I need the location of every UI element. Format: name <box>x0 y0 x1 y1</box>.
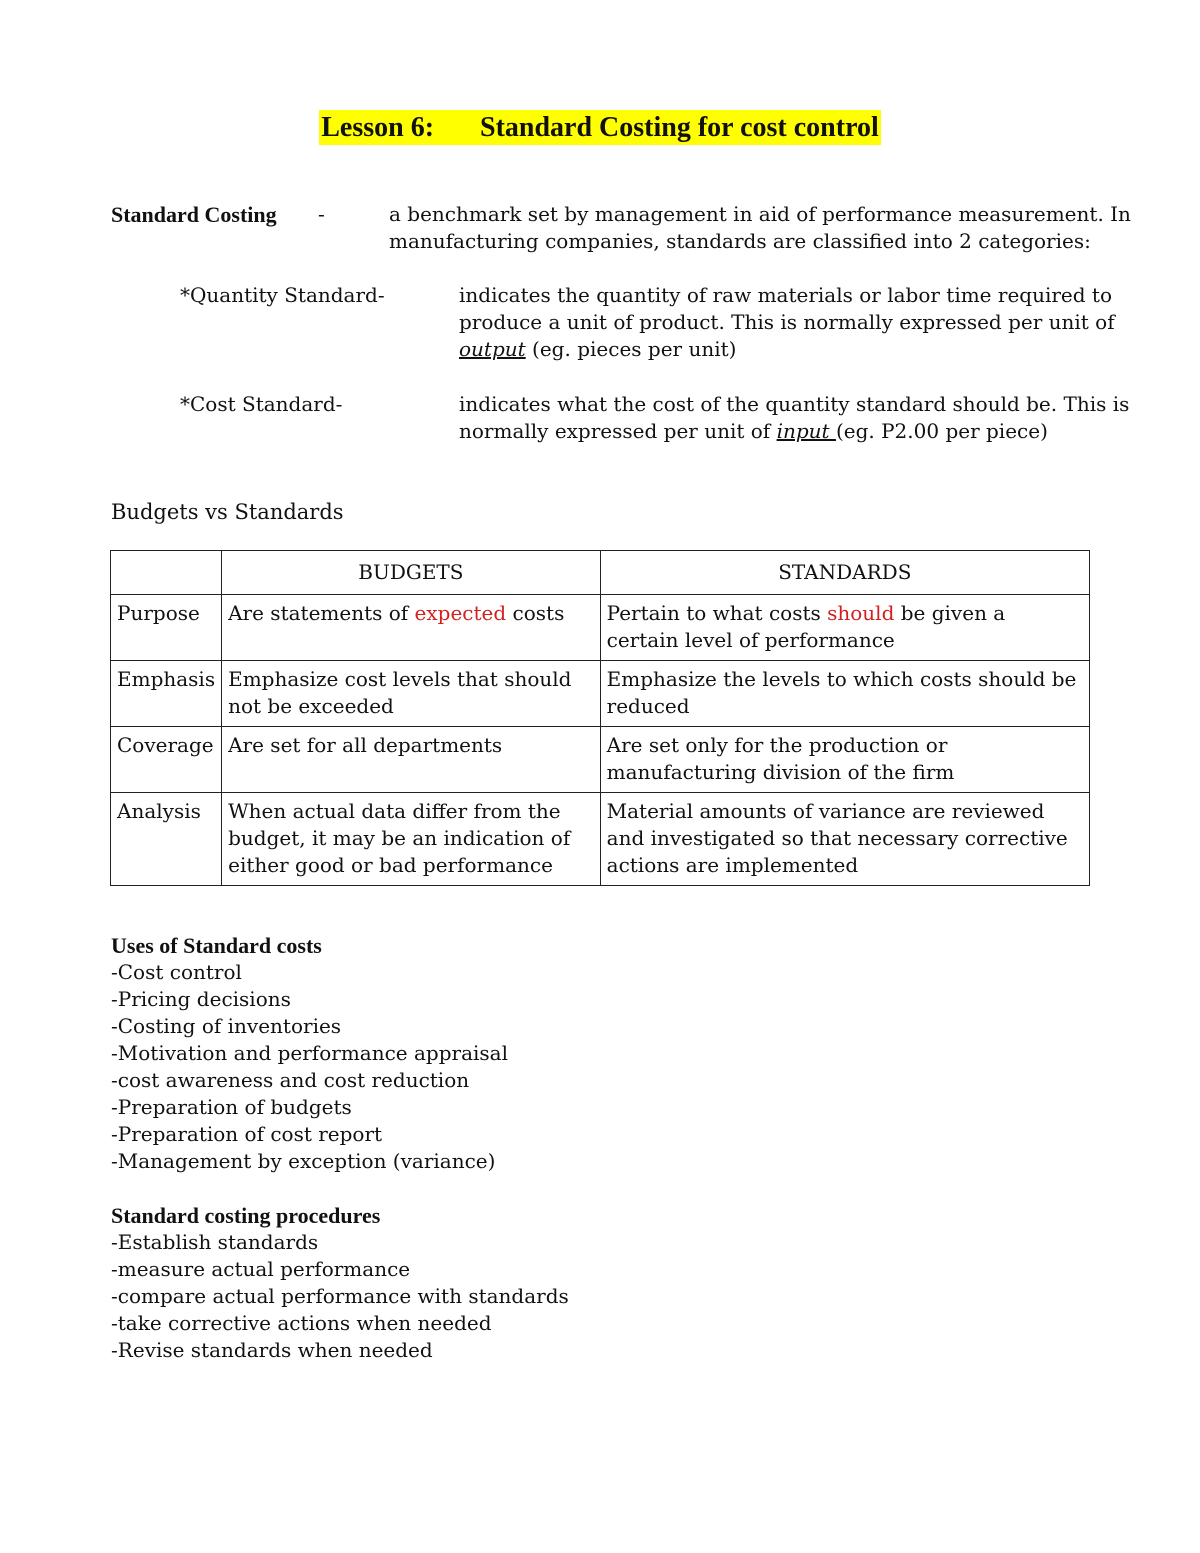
cell-text: costs <box>506 601 565 625</box>
list-item: -compare actual performance with standards <box>111 1284 569 1308</box>
cost-standard-label: *Cost Standard- <box>180 392 343 416</box>
list-item: -Motivation and performance appraisal <box>111 1041 508 1065</box>
quantity-standard-line3 <box>459 336 1115 363</box>
cell-highlight-text: expected <box>414 601 507 625</box>
list-item: -cost awareness and cost reduction <box>111 1068 470 1092</box>
cost-standard-line2 <box>459 418 1129 445</box>
cell-text: Are set for all departments <box>228 733 503 757</box>
definition-text-line2: manufacturing companies, standards are classified into 2 categories: <box>389 229 1091 253</box>
table-row <box>111 595 1090 661</box>
budgets-cell <box>222 595 601 661</box>
quantity-standard-line2: produce a unit of product. This is normally expressed per unit of <box>459 310 1115 334</box>
cell-text: Pertain to what costs <box>606 601 828 625</box>
list-item: -measure actual performance <box>111 1257 411 1281</box>
cell-text: Emphasize cost levels that should not be exceeded <box>228 667 572 718</box>
list-item: -Preparation of cost report <box>111 1122 383 1146</box>
quantity-standard-line1: indicates the quantity of raw materials or labor time required to <box>459 283 1112 307</box>
list-item: -Preparation of budgets <box>111 1095 352 1119</box>
table-header-row <box>111 551 1090 595</box>
comparison-table <box>110 550 1090 886</box>
budgets-cell <box>222 727 601 793</box>
list-item: -Revise standards when needed <box>111 1338 433 1362</box>
procedures-heading: Standard costing procedures <box>111 1203 381 1228</box>
list-item: -Management by exception (variance) <box>111 1149 496 1173</box>
standards-cell <box>600 595 1089 661</box>
output-emphasis: output <box>459 337 526 361</box>
quantity-standard-text <box>459 282 1115 363</box>
cell-text: When actual data differ from the budget, it may be an indication of either good or bad performance <box>228 799 571 877</box>
list-item: -Costing of inventories <box>111 1014 342 1038</box>
title-lesson: Lesson 6: <box>321 112 435 143</box>
list-item: -take corrective actions when needed <box>111 1311 492 1335</box>
budgets-cell <box>222 661 601 727</box>
uses-section <box>111 932 508 1175</box>
table-row <box>111 793 1090 886</box>
uses-heading: Uses of Standard costs <box>111 933 322 958</box>
title-topic: Standard Costing for cost control <box>480 112 879 143</box>
row-label: Coverage <box>111 727 222 793</box>
cell-text: Material amounts of variance are reviewed and investigated so that necessary corrective actions are implemented <box>606 799 1068 877</box>
cell-highlight-text: should <box>827 601 895 625</box>
page-title <box>0 112 1200 144</box>
cell-text: Emphasize the levels to which costs should be reduced <box>606 667 1077 718</box>
list-item: -Cost control <box>111 960 242 984</box>
cost-standard-line1: indicates what the cost of the quantity standard should be. This is <box>459 392 1130 416</box>
cost-standard-line2-pre: normally expressed per unit of <box>459 419 777 443</box>
cost-standard-text <box>459 391 1129 445</box>
header-cell-empty <box>111 551 222 595</box>
table-row <box>111 661 1090 727</box>
cell-text: Are set only for the production or manufacturing division of the firm <box>606 733 955 784</box>
cell-text: Are statements of <box>228 601 415 625</box>
quantity-standard-line3-rest: (eg. pieces per unit) <box>525 337 737 361</box>
row-label: Analysis <box>111 793 222 886</box>
list-item: -Establish standards <box>111 1230 319 1254</box>
title-highlight <box>319 110 881 145</box>
quantity-standard-label: *Quantity Standard- <box>180 283 385 307</box>
header-cell-standards: STANDARDS <box>600 551 1089 595</box>
cost-standard-line2-rest: (eg. P2.00 per piece) <box>835 419 1048 443</box>
budgets-cell <box>222 793 601 886</box>
header-cell-budgets: BUDGETS <box>222 551 601 595</box>
row-label: Emphasis <box>111 661 222 727</box>
definition-text-line1: a benchmark set by management in aid of performance measurement. In <box>389 202 1131 226</box>
definition-term: Standard Costing <box>111 202 277 227</box>
list-item: -Pricing decisions <box>111 987 291 1011</box>
budgets-vs-standards-heading: Budgets vs Standards <box>111 500 344 524</box>
table-row <box>111 727 1090 793</box>
input-emphasis: input <box>776 419 836 443</box>
cell-text: be given a certain level of performance <box>606 601 1006 652</box>
standards-cell <box>600 727 1089 793</box>
standards-cell <box>600 661 1089 727</box>
definition-text <box>389 201 1131 255</box>
definition-dash: - <box>318 202 325 226</box>
row-label: Purpose <box>111 595 222 661</box>
procedures-section <box>111 1202 569 1364</box>
standards-cell <box>600 793 1089 886</box>
